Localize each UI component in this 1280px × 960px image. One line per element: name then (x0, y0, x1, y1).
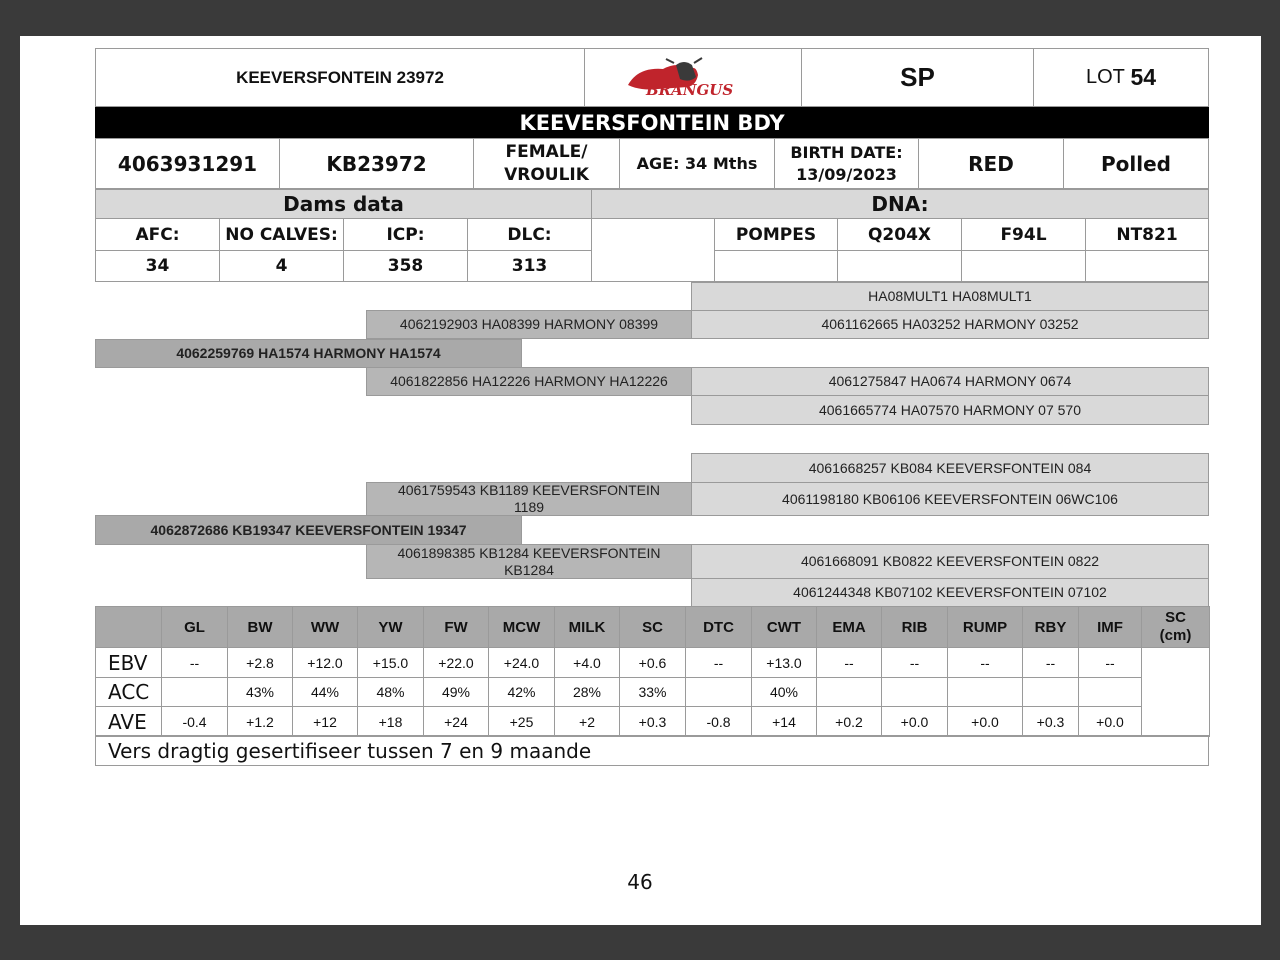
dna-header-nt821: NT821 (1085, 218, 1209, 251)
birth-date: BIRTH DATE: 13/09/2023 (774, 138, 919, 189)
dna-value-nt821 (1085, 250, 1209, 282)
ebv-cell-ebv-rib: -- (881, 647, 948, 678)
ebv-cell-acc-rby (1022, 677, 1079, 707)
pedigree-sire-dam-sire: 4061275847 HA0674 HARMONY 0674 (691, 367, 1209, 396)
ebv-cell-ebv-fw: +22.0 (423, 647, 489, 678)
ebv-header-rib: RIB (881, 606, 948, 648)
ebv-cell-ave-ema: +0.2 (816, 706, 882, 737)
registration-name: KEEVERSFONTEIN 23972 (95, 48, 585, 107)
ebv-cell-acc-rump (947, 677, 1023, 707)
ebv-cell-ave-rump: +0.0 (947, 706, 1023, 737)
ebv-cell-acc-ww: 44% (292, 677, 358, 707)
lot-number: 54 (1130, 64, 1157, 90)
dams-header-calves: NO CALVES: (219, 218, 344, 251)
dna-value-f94l (961, 250, 1086, 282)
ebv-header-rby: RBY (1022, 606, 1079, 648)
dna-header-f94l: F94L (961, 218, 1086, 251)
lot-prefix: LOT (1085, 66, 1125, 88)
dams-header-icp: ICP: (343, 218, 468, 251)
dams-value-calves: 4 (219, 250, 344, 282)
ebv-cell-acc-sc: 33% (619, 677, 686, 707)
pedigree-dam: 4062872686 KB19347 KEEVERSFONTEIN 19347 (95, 515, 522, 545)
ebv-sc-cm-blank (1141, 647, 1210, 737)
ebv-header-milk: MILK (554, 606, 620, 648)
ebv-header-cwt: CWT (751, 606, 817, 648)
ebv-cell-acc-dtc (685, 677, 752, 707)
ebv-row-label-acc: ACC (95, 677, 162, 707)
ebv-header-corner (95, 606, 162, 648)
pedigree-dam-sire-sire: 4061668257 KB084 KEEVERSFONTEIN 084 (691, 453, 1209, 483)
brangus-logo (584, 48, 802, 107)
ebv-cell-ebv-sc: +0.6 (619, 647, 686, 678)
ebv-header-gl: GL (161, 606, 228, 648)
lot-label (1033, 48, 1209, 107)
ebv-cell-ave-ww: +12 (292, 706, 358, 737)
pedigree-dam-sire-dam: 4061198180 KB06106 KEEVERSFONTEIN 06WC106 (691, 482, 1209, 516)
pedigree-sire-sire-dam: 4061162665 HA03252 HARMONY 03252 (691, 310, 1209, 339)
dams-value-dlc: 313 (467, 250, 592, 282)
ebv-cell-ave-rib: +0.0 (881, 706, 948, 737)
dna-title: DNA: (591, 189, 1209, 219)
ebv-header-yw: YW (357, 606, 424, 648)
ebv-cell-ebv-milk: +4.0 (554, 647, 620, 678)
pedigree-sire: 4062259769 HA1574 HARMONY HA1574 (95, 339, 522, 368)
dams-data-title: Dams data (95, 189, 592, 219)
ebv-cell-acc-gl (161, 677, 228, 707)
pedigree-dam-dam-sire: 4061668091 KB0822 KEEVERSFONTEIN 0822 (691, 544, 1209, 579)
pregnancy-note: Vers dragtig gesertifiseer tussen 7 en 9 maande (95, 735, 1209, 766)
ebv-cell-ebv-rump: -- (947, 647, 1023, 678)
ebv-cell-ebv-cwt: +13.0 (751, 647, 817, 678)
ebv-cell-acc-rib (881, 677, 948, 707)
ebv-cell-ebv-mcw: +24.0 (488, 647, 555, 678)
dams-header-afc: AFC: (95, 218, 220, 251)
horn-status: Polled (1063, 138, 1209, 189)
animal-sex: FEMALE/ VROULIK (473, 138, 620, 189)
ebv-header-dtc: DTC (685, 606, 752, 648)
ebv-cell-acc-milk: 28% (554, 677, 620, 707)
pedigree-dam-dam: 4061898385 KB1284 KEEVERSFONTEIN KB1284 (366, 544, 692, 579)
pedigree-sire-dam-dam: 4061665774 HA07570 HARMONY 07 570 (691, 395, 1209, 425)
pedigree-dam-sire: 4061759543 KB1189 KEEVERSFONTEIN 1189 (366, 482, 692, 516)
ebv-cell-ebv-yw: +15.0 (357, 647, 424, 678)
bull-logo-icon (618, 55, 768, 101)
dna-blank (591, 218, 715, 282)
ebv-cell-ebv-rby: -- (1022, 647, 1079, 678)
ebv-cell-ebv-ww: +12.0 (292, 647, 358, 678)
ebv-header-fw: FW (423, 606, 489, 648)
dams-header-dlc: DLC: (467, 218, 592, 251)
dams-value-icp: 358 (343, 250, 468, 282)
sp-label: SP (801, 48, 1034, 107)
ebv-header-imf: IMF (1078, 606, 1142, 648)
ebv-cell-ave-mcw: +25 (488, 706, 555, 737)
ebv-header-ww: WW (292, 606, 358, 648)
ebv-cell-ave-cwt: +14 (751, 706, 817, 737)
pedigree-dam-dam-dam: 4061244348 KB07102 KEEVERSFONTEIN 07102 (691, 578, 1209, 607)
animal-color: RED (918, 138, 1064, 189)
ebv-cell-acc-cwt: 40% (751, 677, 817, 707)
logo-text: BRANGUS (646, 80, 734, 99)
ebv-cell-ebv-imf: -- (1078, 647, 1142, 678)
pedigree-sire-sire-sire: HA08MULT1 HA08MULT1 (691, 282, 1209, 311)
ebv-cell-ave-fw: +24 (423, 706, 489, 737)
dna-value-q204x (837, 250, 962, 282)
animal-code: KB23972 (279, 138, 474, 189)
ebv-cell-ebv-dtc: -- (685, 647, 752, 678)
ebv-cell-ave-gl: -0.4 (161, 706, 228, 737)
dna-header-pompes: POMPES (714, 218, 838, 251)
ebv-cell-ebv-bw: +2.8 (227, 647, 293, 678)
ebv-header-mcw: MCW (488, 606, 555, 648)
dna-value-pompes (714, 250, 838, 282)
pedigree-sire-dam: 4061822856 HA12226 HARMONY HA12226 (366, 367, 692, 396)
ebv-cell-acc-fw: 49% (423, 677, 489, 707)
page-number: 46 (627, 870, 653, 894)
ebv-row-label-ebv: EBV (95, 647, 162, 678)
ebv-cell-acc-bw: 43% (227, 677, 293, 707)
ebv-header-sc: SC (619, 606, 686, 648)
ebv-cell-ave-dtc: -0.8 (685, 706, 752, 737)
ebv-row-label-ave: AVE (95, 706, 162, 737)
ebv-header-ema: EMA (816, 606, 882, 648)
animal-name-bar: KEEVERSFONTEIN BDY (95, 107, 1209, 138)
ebv-cell-acc-ema (816, 677, 882, 707)
animal-id: 4063931291 (95, 138, 280, 189)
ebv-cell-ave-milk: +2 (554, 706, 620, 737)
animal-age: AGE: 34 Mths (619, 138, 775, 189)
ebv-cell-ave-sc: +0.3 (619, 706, 686, 737)
ebv-cell-acc-mcw: 42% (488, 677, 555, 707)
ebv-cell-acc-imf (1078, 677, 1142, 707)
ebv-cell-ave-yw: +18 (357, 706, 424, 737)
ebv-cell-ebv-ema: -- (816, 647, 882, 678)
pedigree-sire-sire: 4062192903 HA08399 HARMONY 08399 (366, 310, 692, 339)
ebv-cell-acc-yw: 48% (357, 677, 424, 707)
ebv-cell-ave-bw: +1.2 (227, 706, 293, 737)
ebv-cell-ebv-gl: -- (161, 647, 228, 678)
dams-value-afc: 34 (95, 250, 220, 282)
ebv-cell-ave-rby: +0.3 (1022, 706, 1079, 737)
dna-header-q204x: Q204X (837, 218, 962, 251)
ebv-header-bw: BW (227, 606, 293, 648)
ebv-header-sc-cm: SC (cm) (1141, 606, 1210, 648)
ebv-cell-ave-imf: +0.0 (1078, 706, 1142, 737)
ebv-header-rump: RUMP (947, 606, 1023, 648)
